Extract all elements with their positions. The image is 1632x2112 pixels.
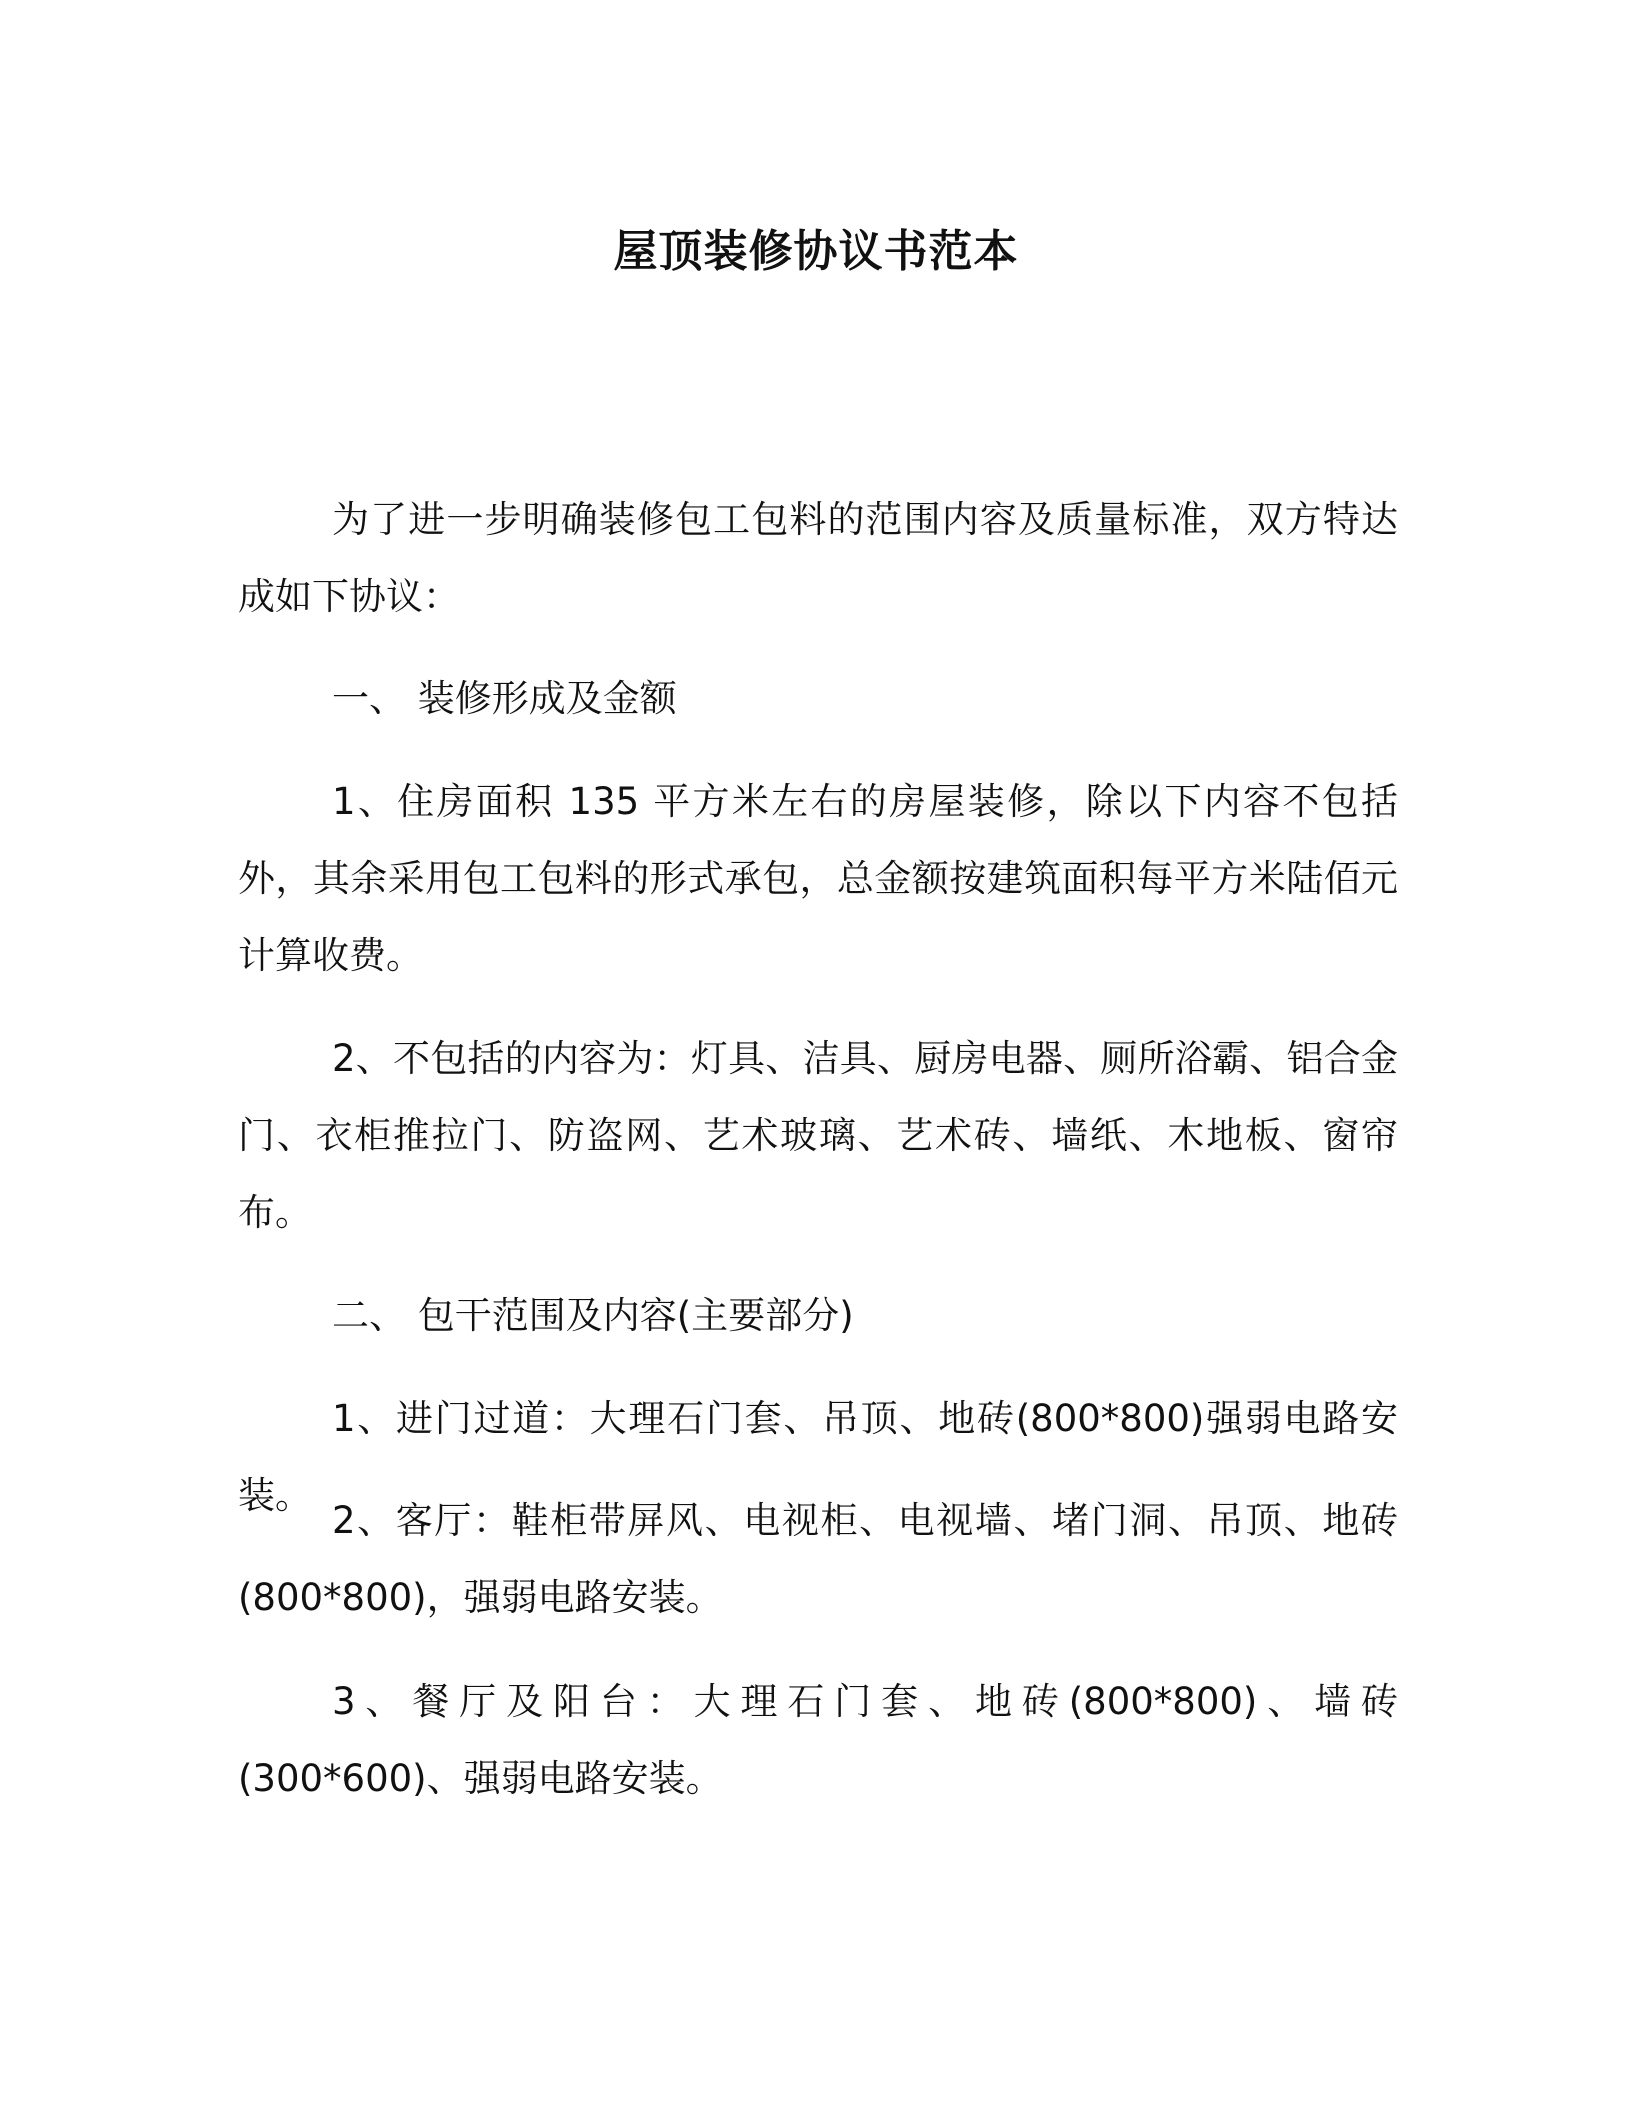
clause-paragraph: 2、不包括的内容为：灯具、洁具、厨房电器、厕所浴霸、铝合金门、衣柜推拉门、防盗网、艺术玻璃、艺术砖、墙纸、木地板、窗帘布。 xyxy=(238,1037,1398,1234)
clause-paragraph: 1、住房面积 135 平方米左右的房屋装修，除以下内容不包括外，其余采用包工包料的形式承包，总金额按建筑面积每平方米陆佰元计算收费。 xyxy=(238,780,1398,977)
section-heading-2: 二、 包干范围及内容(主要部分) xyxy=(332,1294,854,1337)
document-title: 屋顶装修协议书范本 xyxy=(613,226,1019,277)
clause-paragraph: 2、客厅：鞋柜带屏风、电视柜、电视墙、堵门洞、吊顶、地砖(800*800)，强弱电路安装。 xyxy=(238,1499,1398,1619)
section-heading-1: 一、 装修形成及金额 xyxy=(332,677,677,720)
clause-paragraph: 3、餐厅及阳台：大理石门套、地砖(800*800)、墙砖(300*600)、强弱电路安装。 xyxy=(238,1680,1398,1800)
intro-paragraph: 为了进一步明确装修包工包料的范围内容及质量标准，双方特达成如下协议： xyxy=(238,498,1398,618)
clause-paragraph: 1、进门过道：大理石门套、吊顶、地砖(800*800)强弱电路安装。 xyxy=(238,1397,1398,1517)
